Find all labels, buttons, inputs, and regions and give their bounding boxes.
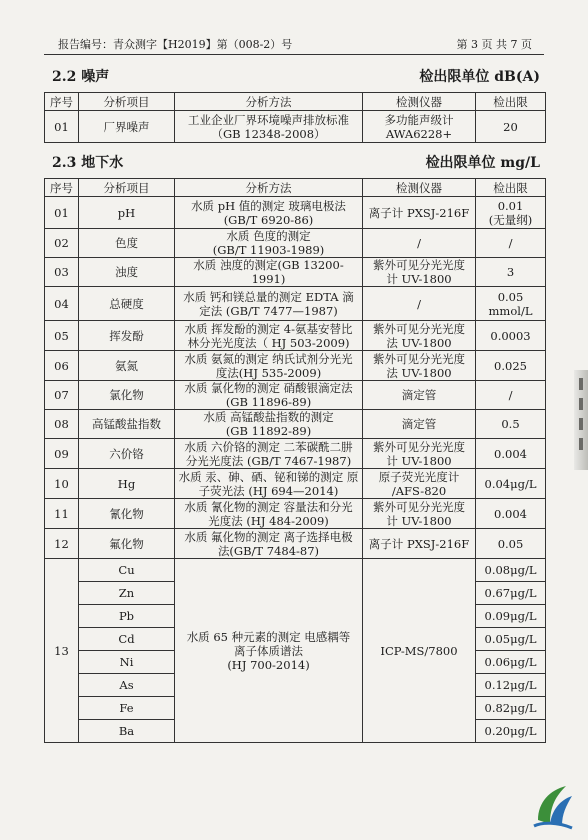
col-header: 分析项目 bbox=[79, 93, 175, 111]
col-header: 检出限 bbox=[476, 93, 546, 111]
element-item: Fe bbox=[79, 697, 174, 720]
col-header: 检测仪器 bbox=[363, 93, 476, 111]
row-number: 01 bbox=[45, 197, 79, 229]
analysis-item: 氨氮 bbox=[79, 351, 175, 381]
table-row bbox=[45, 351, 546, 381]
col-header: 分析方法 bbox=[175, 179, 363, 197]
table-row bbox=[45, 439, 546, 469]
groundwater-table bbox=[44, 178, 546, 743]
element-limit: 0.05μg/L bbox=[476, 628, 545, 651]
instrument: 多功能声级计 AWA6228+ bbox=[363, 111, 476, 143]
element-limit: 0.06μg/L bbox=[476, 651, 545, 674]
element-item: Zn bbox=[79, 582, 174, 605]
table-row bbox=[45, 258, 546, 287]
row-number: 13 bbox=[45, 559, 79, 743]
table-row bbox=[45, 197, 546, 229]
row-number: 06 bbox=[45, 351, 79, 381]
detection-limit: 0.5 bbox=[476, 410, 546, 439]
analysis-item: 氰化物 bbox=[79, 499, 175, 529]
element-item: As bbox=[79, 674, 174, 697]
instrument: 紫外可见分光光度 法 UV-1800 bbox=[363, 321, 476, 351]
instrument: 紫外可见分光光度 法 UV-1800 bbox=[363, 351, 476, 381]
row-number: 01 bbox=[45, 111, 79, 143]
groundwater-unit-label: 检出限单位 mg/L bbox=[425, 155, 540, 171]
groundwater-header-row bbox=[45, 179, 546, 197]
analysis-method: 水质 氰化物的测定 容量法和分光 光度法 (HJ 484-2009) bbox=[175, 499, 363, 529]
instrument: 紫外可见分光光度 计 UV-1800 bbox=[363, 439, 476, 469]
detection-limit: / bbox=[476, 229, 546, 258]
element-item: Ba bbox=[118, 724, 135, 738]
analysis-method: 水质 色度的测定 (GB/T 11903-1989) bbox=[175, 229, 363, 258]
analysis-item: 氟化物 bbox=[79, 529, 175, 559]
binding-edge-mark bbox=[574, 370, 588, 470]
element-limit: 0.08μg/L bbox=[476, 559, 545, 582]
detection-limit: 0.004 bbox=[476, 439, 546, 469]
instrument: / bbox=[363, 229, 476, 258]
table-row bbox=[45, 287, 546, 321]
row-number: 11 bbox=[45, 499, 79, 529]
instrument: 离子计 PXSJ-216F bbox=[363, 529, 476, 559]
detection-limit: 3 bbox=[476, 258, 546, 287]
noise-header-row bbox=[45, 93, 546, 111]
element-limit: 0.67μg/L bbox=[476, 582, 545, 605]
analysis-method: 水质 六价铬的测定 二苯碳酰二肼 分光光度法 (GB/T 7467-1987) bbox=[175, 439, 363, 469]
col-header: 分析方法 bbox=[175, 93, 363, 111]
detection-limit: / bbox=[476, 381, 546, 410]
instrument: 原子荧光光度计 /AFS-820 bbox=[363, 469, 476, 499]
analysis-method: 水质 氟化物的测定 离子选择电极 法(GB/T 7484-87) bbox=[175, 529, 363, 559]
detection-limit: 20 bbox=[476, 111, 546, 143]
header-divider bbox=[44, 54, 544, 55]
col-header: 检测仪器 bbox=[363, 179, 476, 197]
analysis-item: Hg bbox=[79, 469, 175, 499]
row-number: 02 bbox=[45, 229, 79, 258]
table-row bbox=[45, 410, 546, 439]
analysis-item: 高锰酸盐指数 bbox=[79, 410, 175, 439]
analysis-item: 厂界噪声 bbox=[79, 111, 175, 143]
instrument: / bbox=[363, 287, 476, 321]
instrument: 紫外可见分光光度 计 UV-1800 bbox=[363, 499, 476, 529]
row-number: 03 bbox=[45, 258, 79, 287]
instrument: 滴定管 bbox=[363, 381, 476, 410]
row-number: 05 bbox=[45, 321, 79, 351]
analysis-item: 色度 bbox=[79, 229, 175, 258]
analysis-method: 水质 pH 值的测定 玻璃电极法 (GB/T 6920-86) bbox=[175, 197, 363, 229]
element-limit: 0.09μg/L bbox=[476, 605, 545, 628]
groundwater-section-title: 2.3 地下水 bbox=[52, 155, 124, 171]
table-row bbox=[45, 381, 546, 410]
element-list bbox=[79, 559, 175, 743]
element-item: Ni bbox=[79, 651, 174, 674]
detection-limit: 0.01 (无量纲) bbox=[476, 197, 546, 229]
row-number: 07 bbox=[45, 381, 79, 410]
row-number: 09 bbox=[45, 439, 79, 469]
noise-table bbox=[44, 92, 546, 143]
element-item: Cd bbox=[79, 628, 174, 651]
instrument: ICP-MS/7800 bbox=[363, 559, 476, 743]
analysis-item: 六价铬 bbox=[79, 439, 175, 469]
element-item: Pb bbox=[79, 605, 174, 628]
col-header: 检出限 bbox=[476, 179, 546, 197]
detection-limit: 0.025 bbox=[476, 351, 546, 381]
row-number: 12 bbox=[45, 529, 79, 559]
page-number: 第 3 页 共 7 页 bbox=[456, 38, 532, 51]
detection-limit: 0.05 mmol/L bbox=[476, 287, 546, 321]
analysis-method: 水质 钙和镁总量的测定 EDTA 滴 定法 (GB/T 7477—1987) bbox=[175, 287, 363, 321]
analysis-item: 浊度 bbox=[79, 258, 175, 287]
detection-limit: 0.04μg/L bbox=[476, 469, 546, 499]
analysis-method: 水质 氨氮的测定 纳氏试剂分光光 度法(HJ 535-2009) bbox=[175, 351, 363, 381]
table-row-group-13 bbox=[45, 559, 546, 743]
analysis-method: 水质 65 种元素的测定 电感耦等 离子体质谱法 (HJ 700-2014) bbox=[175, 559, 363, 743]
table-row bbox=[45, 229, 546, 258]
detection-limit: 0.05 bbox=[476, 529, 546, 559]
element-limit: 0.12μg/L bbox=[476, 674, 545, 697]
instrument: 离子计 PXSJ-216F bbox=[363, 197, 476, 229]
analysis-method: 水质 高锰酸盐指数的测定 (GB 11892-89) bbox=[175, 410, 363, 439]
instrument: 紫外可见分光光度 计 UV-1800 bbox=[363, 258, 476, 287]
table-row bbox=[45, 469, 546, 499]
analysis-item: 总硬度 bbox=[79, 287, 175, 321]
report-number: 报告编号：青众测字【H2019】第（008-2）号 bbox=[58, 38, 293, 51]
analysis-method: 水质 挥发酚的测定 4-氨基安替比 林分光光度法（ HJ 503-2009) bbox=[175, 321, 363, 351]
col-header: 分析项目 bbox=[79, 179, 175, 197]
table-row bbox=[45, 321, 546, 351]
table-row bbox=[45, 111, 546, 143]
noise-unit-label: 检出限单位 dB(A) bbox=[419, 69, 540, 85]
row-number: 10 bbox=[45, 469, 79, 499]
analysis-method: 水质 氯化物的测定 硝酸银滴定法 (GB 11896-89) bbox=[175, 381, 363, 410]
analysis-item: 挥发酚 bbox=[79, 321, 175, 351]
element-limit-list bbox=[476, 559, 546, 743]
element-limit: 0.20μg/L bbox=[484, 724, 537, 738]
table-row bbox=[45, 529, 546, 559]
col-header: 序号 bbox=[45, 93, 79, 111]
analysis-method: 水质 浊度的测定(GB 13200-1991) bbox=[175, 258, 363, 287]
company-logo-icon bbox=[528, 780, 576, 832]
element-limit: 0.82μg/L bbox=[476, 697, 545, 720]
col-header: 序号 bbox=[45, 179, 79, 197]
analysis-item: 氯化物 bbox=[79, 381, 175, 410]
analysis-item: pH bbox=[79, 197, 175, 229]
element-item: Cu bbox=[79, 559, 174, 582]
row-number: 04 bbox=[45, 287, 79, 321]
analysis-method: 工业企业厂界环境噪声排放标准 （GB 12348-2008） bbox=[175, 111, 363, 143]
detection-limit: 0.004 bbox=[476, 499, 546, 529]
table-row bbox=[45, 499, 546, 529]
row-number: 08 bbox=[45, 410, 79, 439]
instrument: 滴定管 bbox=[363, 410, 476, 439]
noise-section-title: 2.2 噪声 bbox=[52, 69, 110, 85]
detection-limit: 0.0003 bbox=[476, 321, 546, 351]
analysis-method: 水质 汞、砷、硒、铋和锑的测定 原 子荧光法 (HJ 694—2014) bbox=[175, 469, 363, 499]
